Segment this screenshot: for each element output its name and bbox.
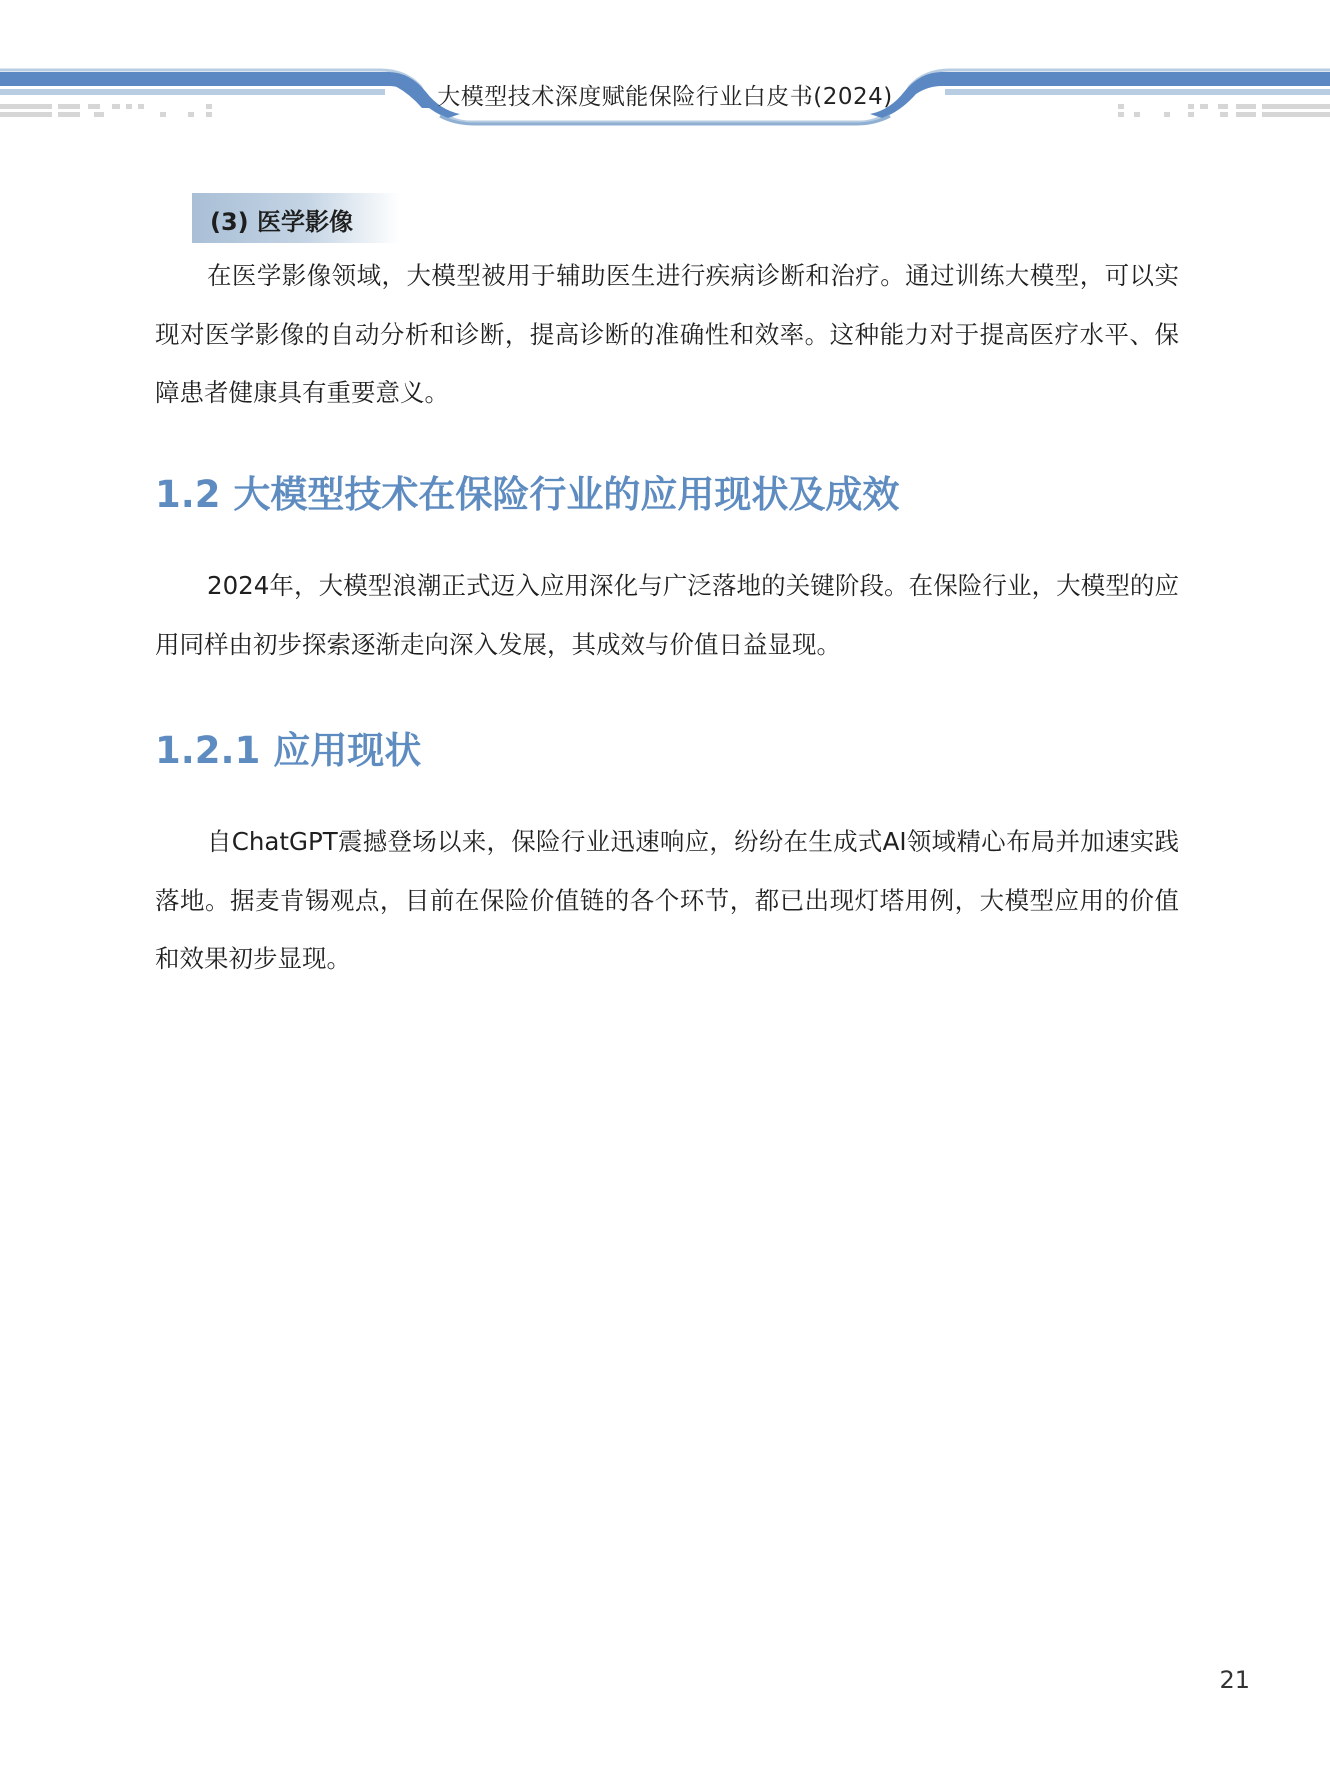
page-number: 21 [1219, 1666, 1250, 1694]
paragraph-application-status: 自ChatGPT震撼登场以来，保险行业迅速响应，纷纷在生成式AI领域精心布局并加速实践落地。据麦肯锡观点，目前在保险价值链的各个环节，都已出现灯塔用例，大模型应用的价值和效果初步显现。 [155, 827, 1179, 973]
document-title: 大模型技术深度赋能保险行业白皮书(2024) [437, 84, 893, 110]
heading-1-2-1: 1.2.1 应用现状 [155, 729, 422, 772]
header-band [0, 0, 1330, 140]
paragraph-medical-imaging: 在医学影像领域，大模型被用于辅助医生进行疾病诊断和治疗。通过训练大模型，可以实现对医学影像的自动分析和诊断，提高诊断的准确性和效率。这种能力对于提高医疗水平、保障患者健康具有重要意义。 [155, 261, 1179, 407]
section-tag-label: (3) 医学影像 [210, 208, 353, 236]
header-bottom-line [440, 116, 890, 124]
heading-1-2: 1.2 大模型技术在保险行业的应用现状及成效 [155, 473, 900, 516]
section-tag [192, 193, 400, 243]
paragraph-intro-1-2: 2024年，大模型浪潮正式迈入应用深化与广泛落地的关键阶段。在保险行业，大模型的应用同样由初步探索逐渐走向深入发展，其成效与价值日益显现。 [155, 571, 1179, 659]
